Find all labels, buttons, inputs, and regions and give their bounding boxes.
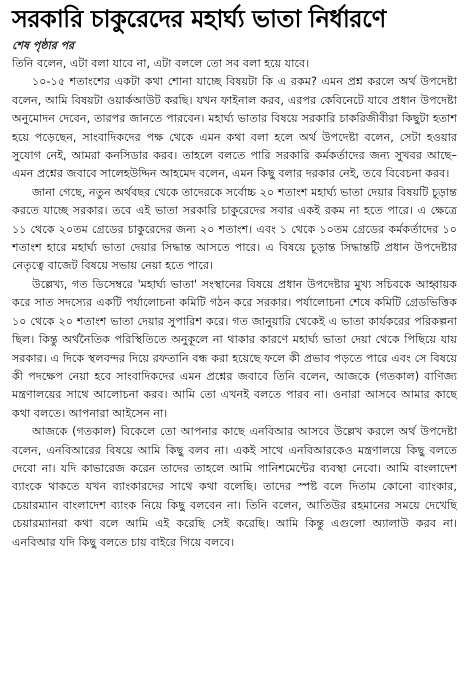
headline: সরকারি চাকুরেদের মহার্ঘ্য ভাতা নির্ধারণে	[12, 5, 386, 33]
paragraph: ১০-১৫ শতাংশের একটা কথা শোনা যাচ্ছে বিষয়টা কি এ রকম? এমন প্রশ্ন করলে অর্থ উপদেষ্টা বলেন, আমি বিষয়টা ওয়ার্কআউট করছি। যখন ফাইনাল করব, এরপর কেবিনেটে যাবে প্রধান উপদেষ্টা অনুমোদন দেবেন, তারপর জানতে পারবেন। মহার্ঘ্য ভাতার বিষয়ে সরকারি চাকরিজীবীরা কিছুটা হতাশ হয়ে পড়েছেন, সাংবাদিকদের পক্ষ থেকে এমন কথা বলা হলে অর্থ উপদেষ্টা বলেন, সেটা হওয়ার সুযোগ নেই, আমরা কনসিডার করব। তাহলে বলতে পারি সরকারি কর্মকর্তাদের জন্য সুখবর আছে– এমন প্রশ্নের জবাবে সালেহউদ্দিন আহমেদ বলেন, এমন কিছু বলার দরকার নেই, তবে বিবেচনা করব।	[12, 75, 457, 181]
paragraph: জানা গেছে, নতুন অর্থবছর থেকে তাদেরকে সর্বোচ্চ ২০ শতাংশ মহার্ঘ্য ভাতা দেয়ার বিষয়টি চূড়ান্ত করতে যাচ্ছে সরকার। তবে এই ভাতা সরকারি চাকুরেদের সবার একই রকম না হতে পারে। এ ক্ষেত্রে ১১ থেকে ২০তম গ্রেডের চাকুরেদের জন্য ২০ শতাংশ। এবং ১ থেকে ১০তম গ্রেডের কর্মকর্তাদের ১০ শতাংশ হারে মহার্ঘ্য ভাতা দেয়ার সিদ্ধান্ত আসতে পারে। এ বিষয়ে চূড়ান্ত সিদ্ধান্তটি প্রধান উপদেষ্টার নেতৃত্বে বাজেট বিষয়ে সভায় নেয়া হতে পারে।	[12, 185, 457, 273]
paragraph: তিনি বলেন, এটা বলা যাবে না, এটা বললে তো সব বলা হয়ে যাবে।	[12, 57, 310, 70]
paragraph: আজকে (গতকাল) বিকেলে তো আপনার কাছে এনবিআর আসবে উল্লেখ করলে অর্থ উপদেষ্টা বলেন, এনবিআরের বিষয়ে আমি কিছু বলব না। একই সাথে এনবিআরকেও মন্ত্রণালয়ে কিছু বলতে দেবো না। যদি কাভারেজ করেন তাদের তাহলে আমি পানিশমেন্টের ব্যবস্থা নেবো। আমি বাংলাদেশ ব্যাংকে থাকতে যখন ব্যাংকারদের সাথে কথা বলেছি। তাদের স্পষ্ট বলে দিতাম কোনো ব্যাংকার, চেয়ারম্যান বাংলাদেশ ব্যাংক নিয়ে কিছু বলবেন না। তিনি বলেন, আতিউর রহমানের সময়ে দেখেছি চেয়ারম্যানরা কথা বলে আমি এই করেছি সেই করেছি। আমি কিন্তু এগুলো অ্যালাউ করব না। এনবিআর যদি কিছু বলতে চায় বাইরে গিয়ে বলবে।	[12, 425, 457, 549]
continued-label: শেষ পৃষ্ঠার পর	[12, 39, 75, 52]
paragraph: উল্লেখ্য, গত ডিসেম্বরে 'মহার্ঘ্য ভাতা' সংস্থানের বিষয়ে প্রধান উপদেষ্টার মুখ্য সচিবকে আহ্বায়ক করে সাত সদস্যের একটি পর্যালোচনা কমিটি গঠন করে সরকার। পর্যালোচনা শেষে কমিটি গ্রেডভিত্তিক ১০ থেকে ২০ শতাংশ ভাতা দেয়ার সুপারিশ করে। গত জানুয়ারি থেকেই এ ভাতা কার্যকরের পরিকল্পনা ছিল। কিন্তু অর্থনৈতিক পরিস্থিতিতে অনুকূলে না থাকার কারণে মহার্ঘ্য ভাতা দেয়া থেকে পিছিয়ে যায় সরকার। এ দিকে স্থলবন্দর দিয়ে রফতানি বন্ধ করা হয়েছে ফলে কী প্রভাব পড়তে পারে এবং সে বিষয়ে কী পদক্ষেপ নেয়া হবে সাংবাদিকদের এমন প্রশ্নের জবাবে তিনি বলেন, আজকে (গতকাল) বাণিজ্য মন্ত্রণালয়ের সাথে আলোচনা করব। আমি তো এখনই বলতে পারব না। ওনারা আসবে আমার কাছে কথা বলতে। আপনারা আইসেন না।	[12, 277, 457, 420]
